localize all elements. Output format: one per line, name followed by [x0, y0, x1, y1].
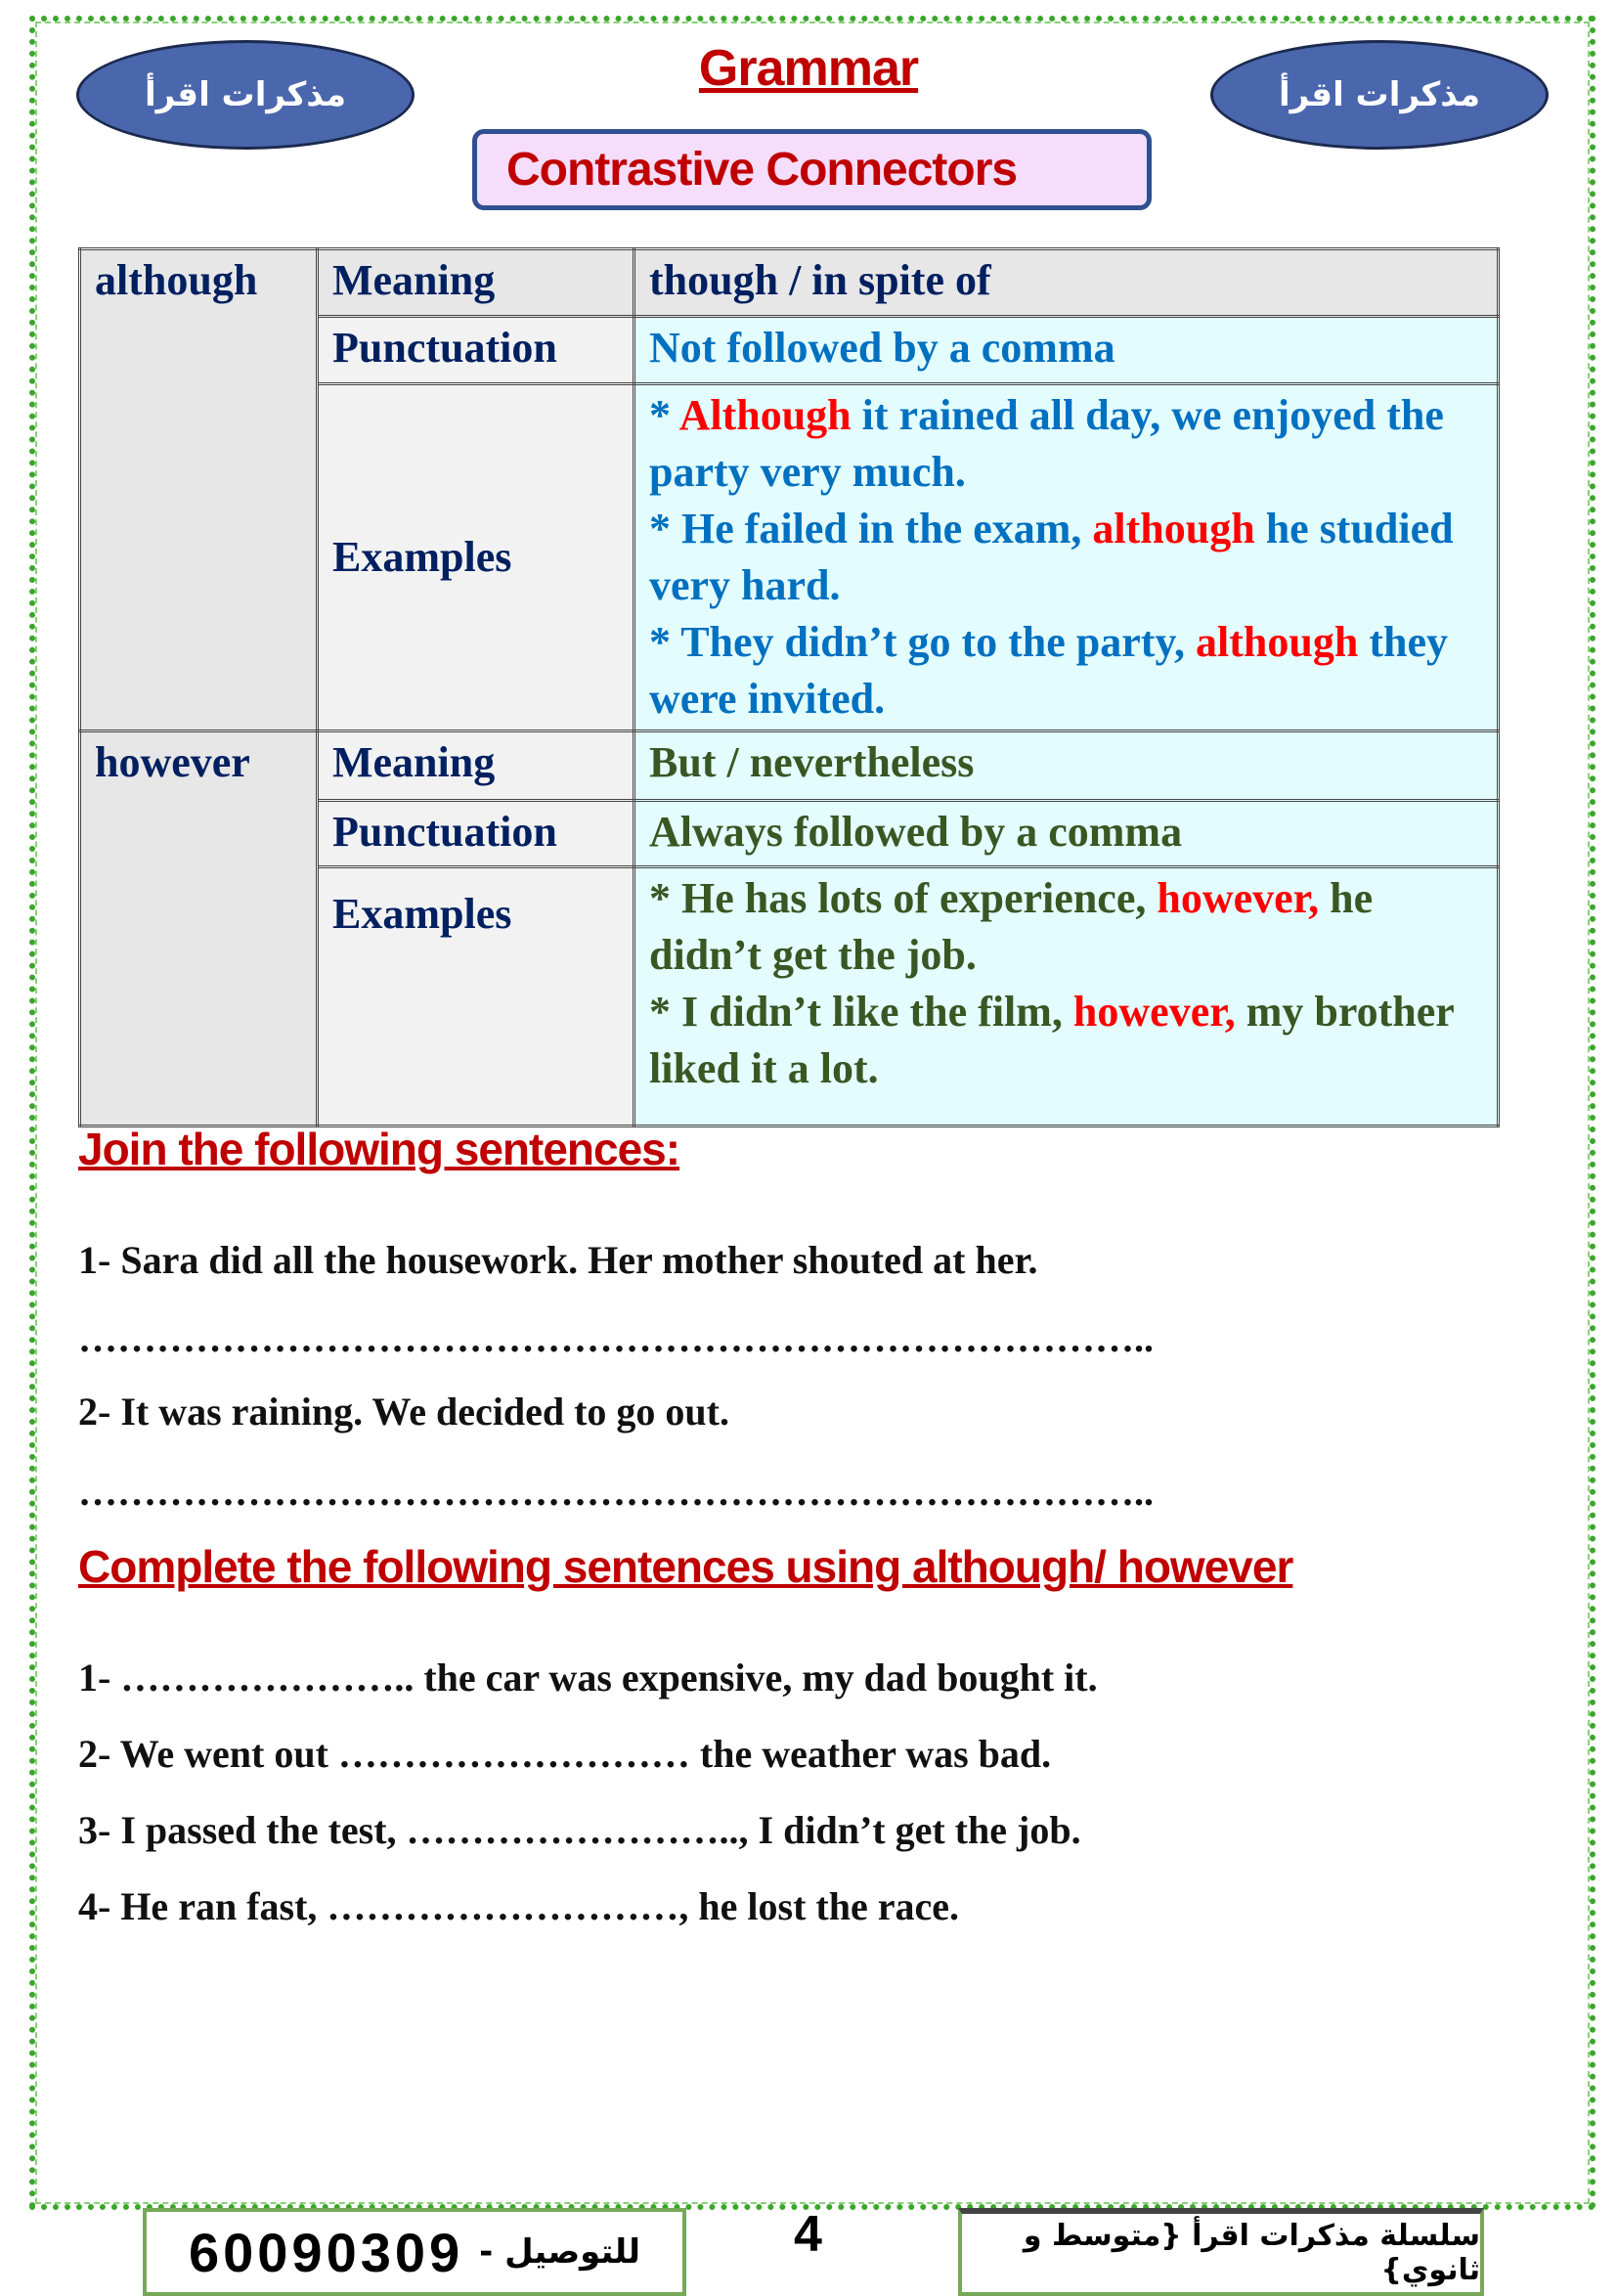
connector-however: however [80, 731, 318, 1126]
subtitle-box [472, 129, 1152, 210]
example-text: * [649, 391, 679, 439]
join-heading: Join the following sentences: [78, 1124, 680, 1174]
subtitle-text: Contrastive Connectors [506, 144, 1018, 196]
complete-item[interactable]: 2- We went out ……………………… the weather was bad. [78, 1732, 1052, 1776]
complete-heading: Complete the following sentences using although/ however [78, 1541, 1293, 1592]
page-number: 4 [794, 2206, 822, 2263]
example-text: he didn’t get the job. [649, 874, 1374, 979]
example [649, 870, 1483, 984]
footer-series [958, 2208, 1484, 2296]
example-connector: however, [1072, 988, 1236, 1036]
example-text: it rained all day, we enjoyed the party very much. [649, 391, 1444, 496]
example-connector: although [1092, 505, 1255, 552]
example-text: * He failed in the exam, [649, 505, 1093, 552]
complete-item[interactable]: 4- He ran fast, ………………………, he lost the race. [78, 1884, 959, 1928]
example-connector: however, [1157, 874, 1320, 922]
examples-value [634, 867, 1499, 1126]
meaning-value: though / in spite of [634, 249, 1499, 317]
example-text: * I didn’t like the film, [649, 988, 1073, 1036]
punctuation-label: Punctuation [318, 801, 634, 867]
footer-contact [143, 2208, 686, 2296]
example-connector: Although [678, 391, 852, 439]
series-text: سلسلة مذكرات اقرأ {متوسط و ثانوي} [1023, 2219, 1480, 2287]
punctuation-value: Not followed by a comma [634, 317, 1499, 384]
table-row [80, 731, 1499, 801]
answer-line[interactable]: ……………………………………………………………………….. [78, 1316, 1154, 1360]
logo-right-text: مذكرات اقرأ [1279, 75, 1480, 114]
join-item: 2- It was raining. We decided to go out. [78, 1390, 729, 1434]
example-text: * They didn’t go to the party, [649, 618, 1197, 666]
phone-label: للتوصيل - [479, 2232, 641, 2272]
examples-label: Examples [318, 867, 634, 1126]
example-text: my brother liked it a lot. [649, 988, 1454, 1092]
example-text: he studied very hard. [649, 505, 1454, 609]
page-title-text: Grammar [698, 40, 919, 97]
page-title [0, 39, 1617, 98]
example [649, 501, 1483, 614]
complete-item[interactable]: 3- I passed the test, …………………….., I didn’t get the job. [78, 1808, 1081, 1852]
answer-line[interactable]: ……………………………………………………………………….. [78, 1470, 1154, 1514]
join-item: 1- Sara did all the housework. Her mother shouted at her. [78, 1238, 1038, 1282]
punctuation-label: Punctuation [318, 317, 634, 384]
example-text: * He has lots of experience, [649, 874, 1158, 922]
example [649, 387, 1483, 501]
example-connector: although [1196, 618, 1359, 666]
examples-value [634, 384, 1499, 731]
example [649, 984, 1483, 1097]
examples-label: Examples [318, 384, 634, 731]
logo-left-text: مذكرات اقرأ [145, 75, 346, 114]
table-row [80, 249, 1499, 317]
connector-although: although [80, 249, 318, 731]
meaning-value: But / nevertheless [634, 731, 1499, 801]
punctuation-value: Always followed by a comma [634, 801, 1499, 867]
meaning-label: Meaning [318, 249, 634, 317]
example [649, 614, 1483, 728]
complete-item[interactable]: 1- ………………….. the car was expensive, my dad bought it. [78, 1656, 1098, 1700]
phone-number: 60090309 [188, 2221, 464, 2283]
connectors-table [78, 247, 1500, 1127]
example-text: they were invited. [649, 618, 1448, 723]
meaning-label: Meaning [318, 731, 634, 801]
